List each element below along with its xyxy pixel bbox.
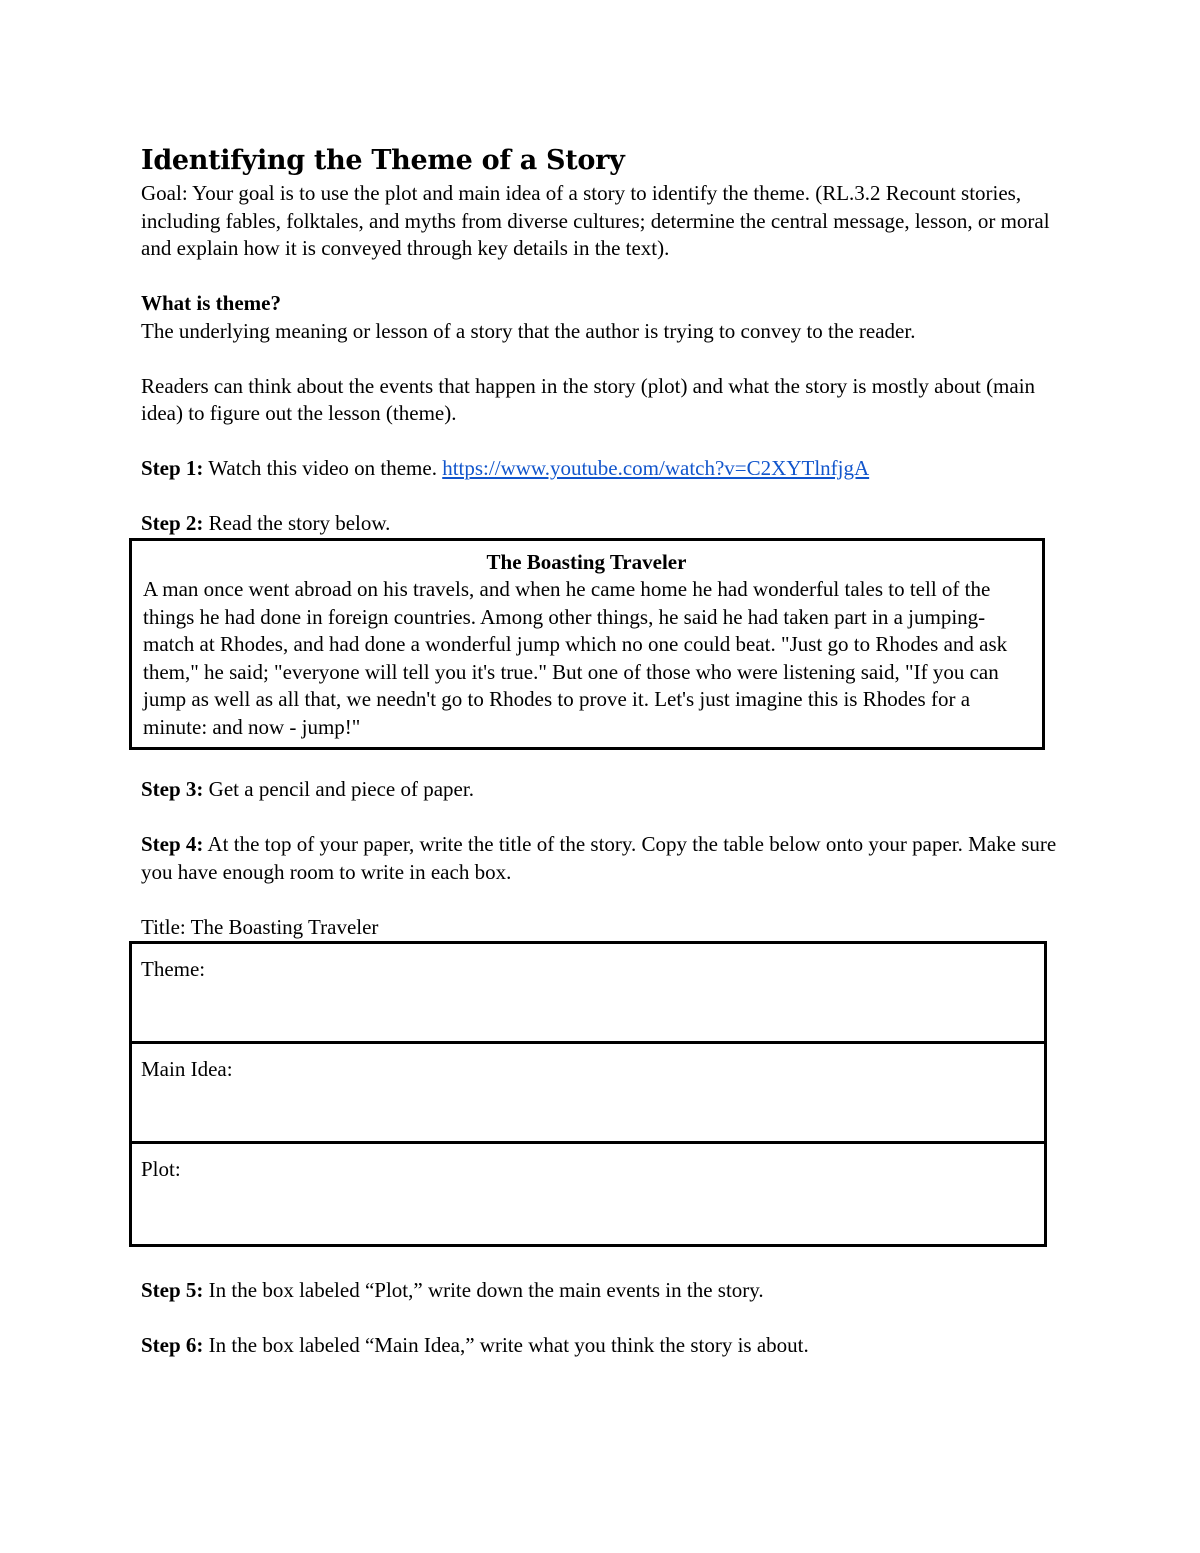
step-2-label: Step 2:: [141, 511, 204, 535]
step-5: [141, 1277, 1061, 1305]
plot-row[interactable]: [132, 1144, 1044, 1244]
step-3-text: Get a pencil and piece of paper.: [203, 777, 474, 801]
video-link[interactable]: https://www.youtube.com/watch?v=C2XYTlnfjgA: [442, 456, 870, 480]
plot-row-label: Plot:: [141, 1157, 181, 1181]
step-6-text: In the box labeled “Main Idea,” write what you think the story is about.: [203, 1333, 809, 1357]
step-4-label: Step 4:: [141, 832, 204, 856]
step-1: [141, 455, 1061, 483]
step-3-label: Step 3:: [141, 777, 204, 801]
step-2: [141, 510, 1061, 538]
goal-paragraph: Goal: Your goal is to use the plot and main idea of a story to identify the theme. (RL.3.2 Recount stories, including fables, folktales, and myths from diverse cultures; determine the central message, lesson, or moral and explain how it is conveyed through key details in the text).: [141, 181, 1050, 260]
theme-row-label: Theme:: [141, 957, 206, 981]
step-3: [141, 776, 1061, 804]
step-6: [141, 1332, 1061, 1360]
step-4: [141, 831, 1061, 886]
main-idea-row-label: Main Idea:: [141, 1057, 233, 1081]
main-idea-row[interactable]: [132, 1044, 1044, 1144]
story-title: The Boasting Traveler: [486, 549, 687, 574]
step-6-label: Step 6:: [141, 1333, 204, 1357]
step-1-text: Watch this video on theme.: [203, 456, 443, 480]
theme-row[interactable]: [132, 944, 1044, 1044]
step-5-label: Step 5:: [141, 1278, 204, 1302]
story-text: A man once went abroad on his travels, and when he came home he had wonderful tales to tell of the things he had done in foreign countries. Among other things, he said he had taken part in a jumping-match at Rhodes, and had done a wonderful jump which no one could beat. "Just go to Rhodes and ask them," he said; "everyone will tell you it's true." But one of those who were listening said, "If you can jump as well as all that, we needn't go to Rhodes to prove it. Let's just imagine this is Rhodes for a minute: and now - jump!": [143, 577, 1008, 739]
what-is-theme-heading: What is theme?: [141, 291, 281, 315]
step-5-text: In the box labeled “Plot,” write down the main events in the story.: [203, 1278, 764, 1302]
worksheet-content: [141, 142, 1061, 1360]
answer-table: [129, 941, 1047, 1247]
table-caption: Title: The Boasting Traveler: [141, 914, 379, 939]
step-4-text: At the top of your paper, write the title of the story. Copy the table below onto your paper. Make sure you have enough room to write in each box.: [141, 832, 1057, 884]
step-2-text: Read the story below.: [203, 511, 391, 535]
theme-definition: The underlying meaning or lesson of a story that the author is trying to convey to the reader.: [141, 318, 916, 343]
story-box: [129, 538, 1045, 751]
page-title: Identifying the Theme of a Story: [141, 145, 625, 176]
step-1-label: Step 1:: [141, 456, 204, 480]
readers-paragraph: Readers can think about the events that happen in the story (plot) and what the story is mostly about (main idea) to figure out the lesson (theme).: [141, 373, 1036, 425]
